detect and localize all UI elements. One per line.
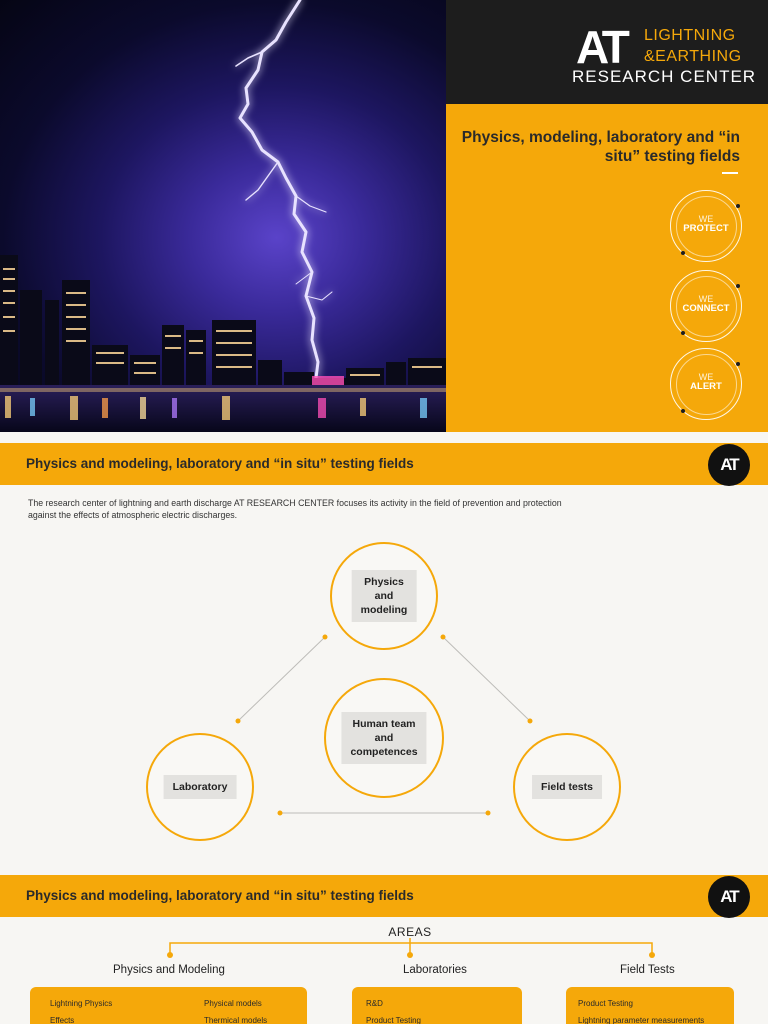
brand-line-lightning: LIGHTNING	[644, 27, 736, 44]
area-dot	[167, 952, 173, 958]
badge-we: WE	[698, 372, 714, 382]
badge-word: ALERT	[690, 381, 722, 392]
area-item: Product Testing	[578, 999, 633, 1008]
section-title: Physics and modeling, laboratory and “in situ” testing fields	[26, 888, 414, 903]
badge-word: CONNECT	[682, 303, 730, 314]
area-item: Thermical models	[204, 1016, 268, 1024]
intro-paragraph: The research center of lightning and earth discharge AT RESEARCH CENTER focuses its activity in the field of prevention and protection against the effects of atmospheric electric discharges.	[28, 498, 562, 520]
area-heading-laboratories: Laboratories	[403, 964, 467, 976]
area-heading-field-tests: Field Tests	[620, 964, 675, 976]
node-label-text: Human team and competences	[350, 718, 418, 758]
area-item: Physical models	[204, 999, 262, 1008]
area-card-physics	[30, 987, 307, 1024]
at-logo-letters: AT	[720, 887, 738, 906]
brand-line-research-center: RESEARCH CENTER	[572, 67, 757, 86]
badge-we: WE	[698, 294, 714, 304]
at-logo-letters: AT	[720, 455, 738, 474]
hero-title: Physics, modeling, laboratory and “in situ” testing fields	[461, 129, 740, 165]
node-label-text: Field tests	[541, 781, 593, 793]
area-dot	[407, 952, 413, 958]
area-item: Lightning Physics	[50, 999, 113, 1008]
area-item: Lightning parameter measurements	[578, 1016, 705, 1024]
areas-title: AREAS	[388, 925, 432, 939]
area-dot	[649, 952, 655, 958]
area-card-field-tests	[566, 987, 734, 1024]
badge-word: PROTECT	[683, 223, 729, 234]
area-heading-physics: Physics and Modeling	[113, 964, 225, 976]
section-title: Physics and modeling, laboratory and “in situ” testing fields	[26, 456, 414, 471]
area-card-laboratories	[352, 987, 522, 1024]
node-label-text: Physics and modeling	[360, 576, 408, 616]
badge-we: WE	[698, 214, 714, 224]
node-label-text: Laboratory	[172, 781, 228, 793]
area-item: R&D	[366, 999, 383, 1008]
area-item: Product Testing	[366, 1016, 421, 1024]
brand-logo-letters: AT	[576, 21, 626, 73]
brand-line-earthing: &EARTHING	[644, 48, 742, 65]
area-item: Effects	[50, 1016, 75, 1024]
